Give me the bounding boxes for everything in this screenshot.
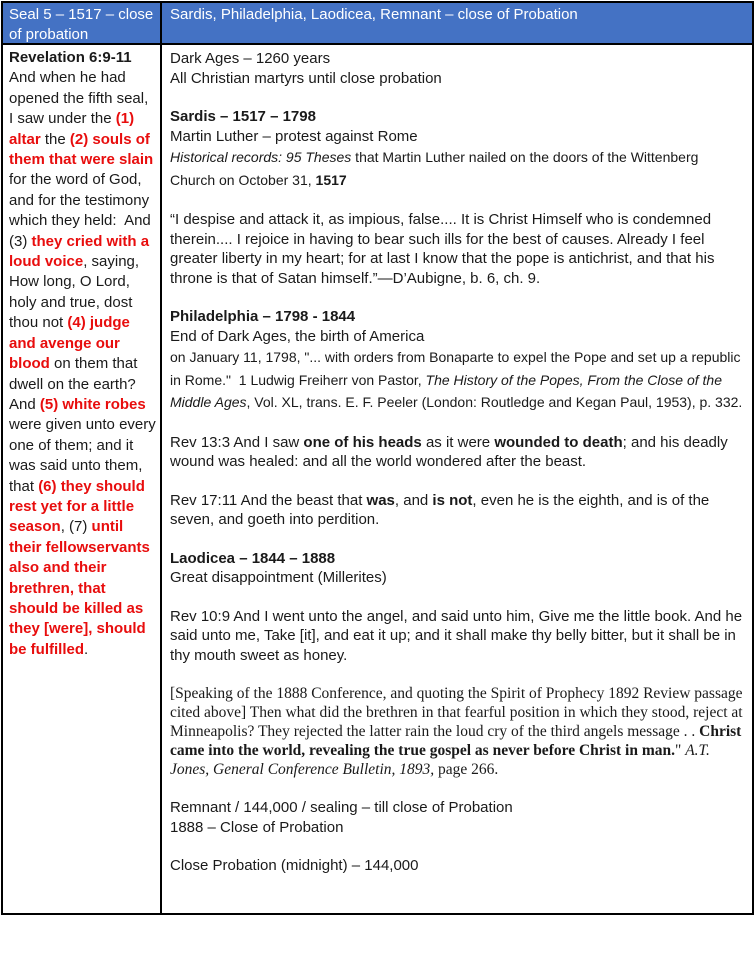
right-header-cell	[162, 3, 752, 45]
text-run: And when he had opened the fifth seal, I saw under the	[9, 69, 149, 128]
text-run: Great disappointment (Millerites)	[170, 569, 387, 586]
revelation-title: Revelation 6:9-11	[9, 49, 132, 66]
text-run: Christ came into the world, revealing the true gospel as never before Christ in man.	[170, 723, 742, 759]
text-line	[170, 491, 744, 530]
text-line	[170, 798, 744, 818]
text-line	[170, 818, 744, 838]
text-line	[170, 210, 744, 288]
text-run: on them that dwell on the earth? And	[9, 355, 138, 413]
text-run: 1517	[315, 171, 347, 188]
text-line	[170, 107, 744, 127]
left-cell-body	[3, 45, 160, 660]
text-run: for the word of God, and for the testimony which they held: And (3)	[9, 171, 151, 250]
text-line	[170, 307, 744, 327]
text-run: , saying, How long, O Lord, holy and true, dost thou not	[9, 253, 140, 332]
text-run: Close Probation (midnight) – 144,000	[170, 857, 419, 874]
revelation-text	[9, 68, 156, 660]
text-run: End of Dark Ages, the birth of America	[170, 327, 425, 345]
paragraph	[170, 607, 744, 666]
text-run: Martin Luther – protest against Rome	[170, 127, 418, 145]
text-run: , even he is the eighth, and is of the seven, and goeth into perdition.	[170, 491, 710, 528]
paragraph	[170, 549, 744, 588]
paragraph	[170, 684, 744, 779]
paragraph	[170, 210, 744, 288]
text-run: as it were	[421, 433, 495, 451]
text-run: 1888 – Close of Probation	[170, 818, 344, 836]
text-run: (1) altar	[9, 110, 135, 148]
text-line	[170, 433, 744, 472]
text-run: one of his heads	[303, 433, 422, 451]
text-run: Rev 17:11 And the beast that	[170, 491, 367, 509]
text-line	[170, 684, 744, 779]
text-run: was	[366, 491, 395, 509]
text-run: [Speaking of the 1888 Conference, and quoting the Spirit of Prophecy 1892 Review passage cited above] Then what did the brethren in that fearful position in which they stood, reject at Minneapolis? They rejected the latter rain the loud cry of the third angels message . .	[170, 685, 743, 740]
text-line	[170, 568, 744, 588]
text-run: were given unto every one of them; and it was said unto them, that	[9, 416, 156, 495]
text-run: “I despise and attack it, as impious, false.... It is Christ Himself who is condemned therein.... I rejoice in having to bear such ills for the best of causes. Already I feel greater liberty in my heart; for at last I know that the pope is antichrist, and that his throne is that of Satan himself.”—D’Aubigne, b. 6, ch. 9.	[170, 211, 715, 287]
text-line	[170, 346, 744, 414]
paragraph	[170, 107, 744, 191]
text-run: (2) souls of them that were slain	[9, 130, 154, 169]
text-line	[170, 49, 744, 69]
paragraph	[170, 491, 744, 530]
right-column	[162, 3, 752, 913]
text-run: , Vol. XL, trans. E. F. Peeler (London: Routledge and Kegan Paul, 1953), p. 332.	[246, 394, 743, 410]
text-run: The History of the Popes, From the Close of the Middle Ages	[170, 371, 722, 410]
text-line	[170, 607, 744, 666]
text-run: (4) judge and avenge our blood	[9, 314, 130, 373]
text-run: , and	[394, 491, 433, 509]
text-run: that Martin Luther nailed on the doors of the Wittenberg Church on October 31,	[170, 149, 699, 188]
left-column	[3, 3, 162, 913]
text-run: Dark Ages – 1260 years	[170, 50, 331, 67]
text-run: Rev 13:3 And I saw	[170, 433, 304, 451]
text-line	[170, 146, 744, 191]
right-cell-body	[162, 45, 752, 876]
text-run: until their fellowservants also and their brethren, that should be killed as they [were], should be fulfilled	[9, 518, 150, 658]
right-header-text: Sardis, Philadelphia, Laodicea, Remnant – close of Probation	[170, 6, 578, 23]
text-run: page 266.	[434, 761, 499, 778]
text-line	[170, 69, 744, 89]
text-run: they cried with a loud voice	[9, 232, 150, 271]
paragraph	[170, 307, 744, 414]
text-run: (6) they should rest yet for a little season	[9, 477, 145, 536]
left-header-cell	[3, 3, 160, 45]
text-run: the	[40, 130, 70, 148]
text-run: Philadelphia – 1798 - 1844	[170, 308, 356, 325]
probation-table	[1, 1, 754, 915]
text-line	[170, 127, 744, 147]
text-run: Laodicea – 1844 – 1888	[170, 549, 336, 567]
paragraph	[170, 433, 744, 472]
text-run: Historical records: 95 Theses	[170, 149, 352, 165]
text-run: Sardis – 1517 – 1798	[170, 108, 316, 125]
left-header-text: Seal 5 – 1517 – close of probation	[9, 6, 154, 43]
text-run: , (7)	[60, 518, 92, 536]
text-run: .	[84, 640, 89, 658]
paragraph	[170, 856, 744, 876]
text-run: wounded to death	[494, 433, 623, 451]
text-line	[170, 549, 744, 569]
paragraph	[170, 49, 744, 88]
text-run: ; and his deadly wound was healed: and all the world wondered after the beast.	[170, 433, 728, 470]
text-run: "	[674, 742, 686, 759]
text-run: Rev 10:9 And I went unto the angel, and said unto him, Give me the little book. And he said unto me, Take [it], and eat it up; and it shall make thy belly bitter, but it shall be in thy mouth sweet as honey.	[170, 607, 743, 664]
paragraph	[170, 798, 744, 837]
text-run: A.T. Jones, General Conference Bulletin, 1893,	[170, 742, 710, 778]
text-run: All Christian martyrs until close probation	[170, 69, 442, 87]
text-run: is not	[432, 491, 473, 509]
text-run: Remnant / 144,000 / sealing – till close of Probation	[170, 799, 513, 816]
text-line	[170, 327, 744, 347]
text-line	[170, 856, 744, 876]
text-run: on January 11, 1798, "... with orders from Bonaparte to expel the Pope and set up a republic in Rome." 1 Ludwig Freiherr von Pastor,	[170, 349, 741, 388]
text-run: (5) white robes	[39, 395, 146, 413]
